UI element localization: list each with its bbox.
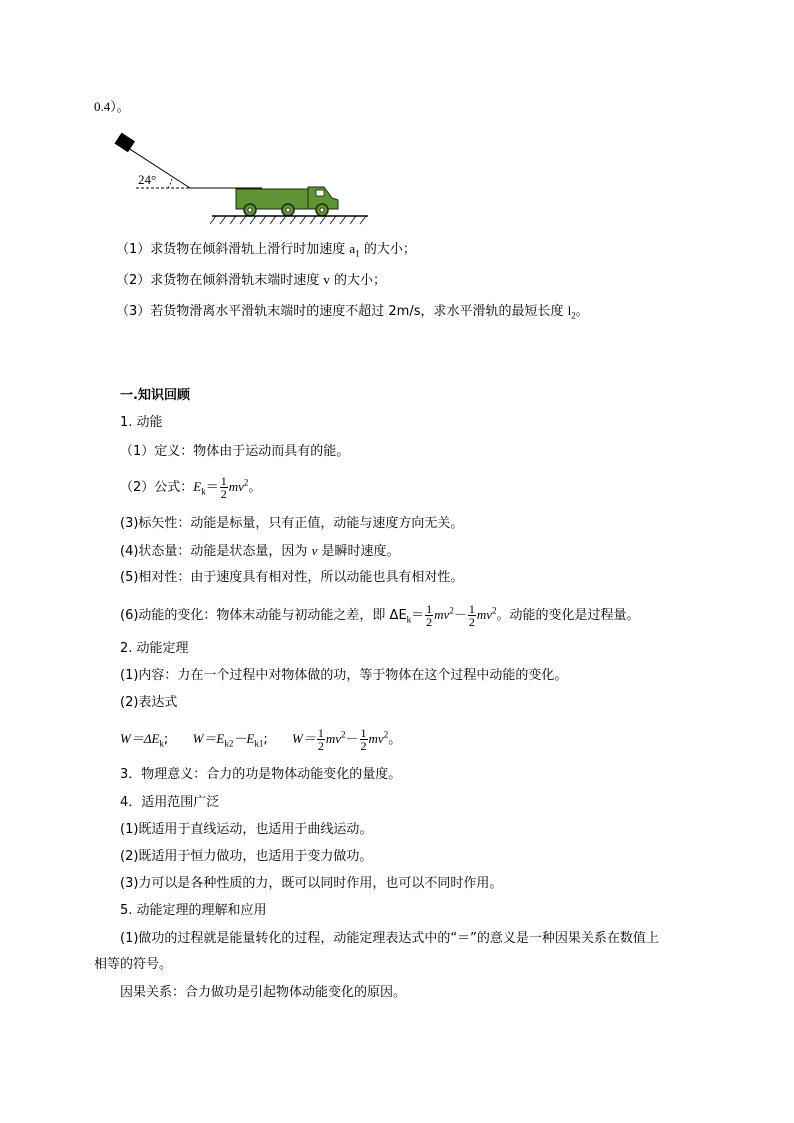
ground-hatching — [210, 216, 366, 224]
scope-item-3: (3)力可以是各种性质的力，既可以同时作用，也可以不同时作用。 — [120, 876, 503, 891]
causal-relation: 因果关系：合力做功是引起物体动能变化的原因。 — [120, 985, 407, 1000]
physics-figure — [100, 132, 380, 228]
truck-window — [316, 190, 324, 196]
subsection-1: 1. 动能 — [120, 415, 163, 430]
scope-item-1: (1)既适用于直线运动，也适用于曲线运动。 — [120, 822, 373, 837]
question-1: （1）求货物在倾斜滑轨上滑行时加速度 $a_1$ 的大小； — [116, 241, 416, 259]
question-2: （2）求货物在倾斜滑轨末端时速度 v 的大小； — [116, 272, 387, 288]
property-6: (6)动能的变化：物体末动能与初动能之差，即 $\Delta E_k=$ $\frac{1}{2}$ $mv^2-$ $\frac{1}{2}$ $mv^2$。动能的变化是过程量。 — [120, 602, 640, 629]
subsection-2: 2. 动能定理 — [120, 641, 189, 656]
section-title: 一.知识回顾 — [120, 388, 190, 403]
incline-truck-diagram — [100, 132, 380, 228]
cargo-block — [114, 133, 134, 153]
formula-line: （2）公式：$E_k=$ $\frac{1}{2}$ $mv^2$。 — [120, 474, 262, 501]
fraction-half: $\frac{1}{2}$ — [220, 474, 227, 501]
application-1a: (1)做功的过程就是能量转化的过程，动能定理表达式中的“＝”的意义是一种因果关系在数值上 — [120, 931, 659, 946]
property-3: (3)标矢性：动能是标量，只有正值，动能与速度方向无关。 — [120, 516, 464, 531]
scope-item-2: (2)既适用于恒力做功，也适用于变力做功。 — [120, 849, 373, 864]
intro-tail: 0.4）。 — [94, 99, 130, 114]
physical-meaning: 3．物理意义：合力的功是物体动能变化的量度。 — [120, 767, 402, 782]
definition: （1）定义：物体由于运动而具有的能。 — [120, 444, 350, 459]
expression-heading: (2)表达式 — [120, 695, 178, 710]
expression-line: $W=\Delta E_k$; $W=E_{k2}-E_{k1}$; W＝ $\frac{1}{2}$ $mv^2-$ $\frac{1}{2}$ $mv^2$。 — [120, 726, 402, 753]
scope-heading: 4．适用范围广泛 — [120, 795, 220, 810]
property-4: (4)状态量：动能是状态量，因为 v 是瞬时速度。 — [120, 543, 400, 559]
property-5: (5)相对性：由于速度具有相对性，所以动能也具有相对性。 — [120, 570, 464, 585]
theorem-content: (1)内容：力在一个过程中对物体做的功，等于物体在这个过程中动能的变化。 — [120, 668, 568, 683]
angle-arc — [168, 176, 172, 188]
subsection-5: 5. 动能定理的理解和应用 — [120, 903, 267, 918]
question-3: （3）若货物滑离水平滑轨末端时的速度不超过 2m/s，求水平滑轨的最短长度 $l_2$。 — [116, 303, 589, 321]
application-1b: 相等的符号。 — [94, 957, 173, 972]
angle-label: 24° — [138, 172, 157, 187]
